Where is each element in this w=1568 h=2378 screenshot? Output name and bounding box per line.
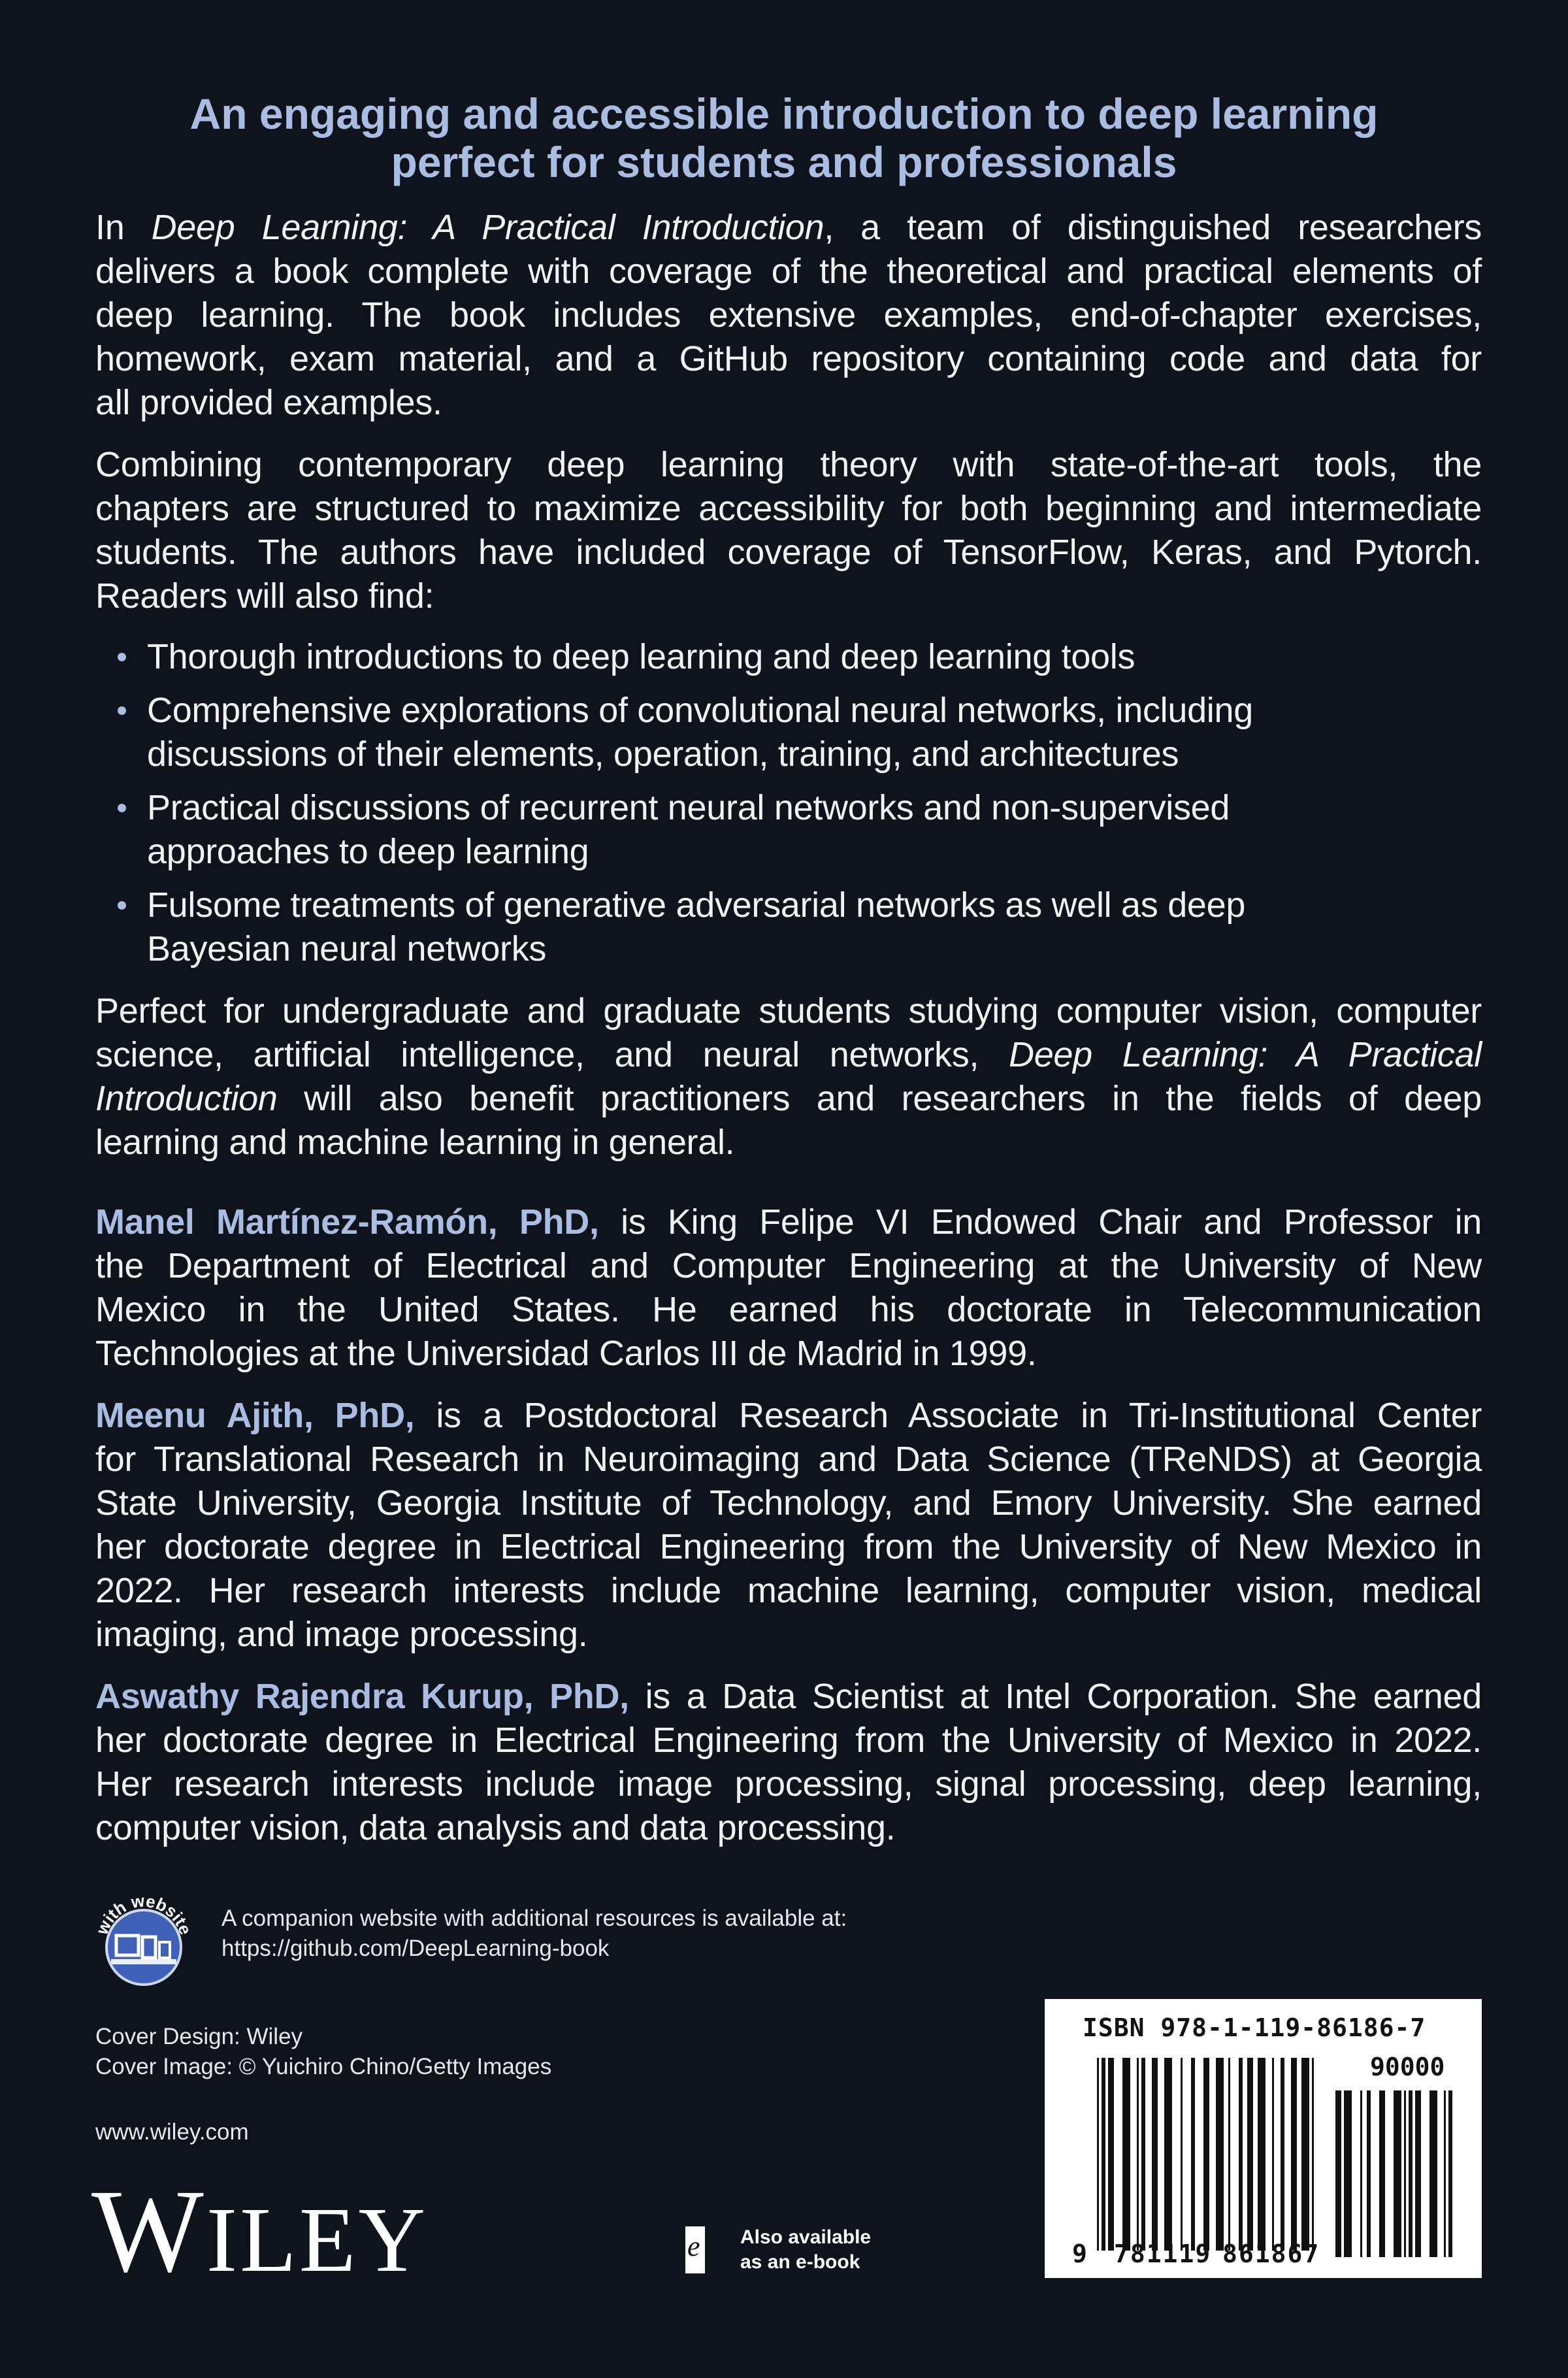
barcode-bar [1367,2090,1371,2257]
barcode-bar [1272,2058,1274,2251]
barcode-bar [1141,2058,1145,2251]
bullet-icon [118,901,126,910]
text-line: Practical discussions of recurrent neural networks and non-supervised [147,788,1230,827]
text-line [95,337,1482,381]
text-line [95,1033,1482,1077]
barcode-bar [1203,2058,1209,2251]
barcode-bar [1191,2058,1195,2251]
text-line [95,1200,1482,1244]
bullet-icon [118,653,126,661]
text-segment: is a Data Scientist at Intel Corporation. She earned [629,1677,1482,1716]
text-segment: deep learning. The book includes extensive examples, end-of-chapter exercises, [95,295,1482,335]
text-segment: chapters are structured to maximize accessibility for both beginning and intermediate [95,489,1482,528]
text-line [95,381,1482,425]
barcode-bar [1312,2058,1314,2251]
isbn-barcode [1045,1999,1482,2278]
intro-paragraph [95,443,1482,618]
text-line [95,531,1482,574]
barcode-bar [1360,2090,1362,2257]
text-segment: Her research interests include image processing, signal processing, deep learning, [95,1764,1482,1804]
barcode-bar [1216,2058,1224,2251]
text-segment: computer vision, data analysis and data processing. [95,1808,896,1847]
text-segment: students. The authors have included coverage of TensorFlow, Keras, and Pytorch. [95,533,1482,572]
barcode-bar [1301,2058,1309,2251]
author-name: Meenu Ajith, PhD, [95,1396,415,1435]
text-line [95,1569,1482,1613]
barcode-bar [1108,2058,1114,2251]
with-website-badge-icon [91,1882,196,1993]
cover-credits [95,2022,551,2082]
text-segment: , a team of distinguished researchers [824,208,1482,247]
text-segment: all provided examples. [95,383,442,422]
barcode-bar [1097,2058,1099,2251]
price-code: 90000 [1370,2053,1445,2081]
barcode-bar [1258,2058,1266,2251]
barcode-bar [1335,2090,1341,2257]
author-bios [95,1200,1482,1850]
barcode-bar [1415,2090,1421,2257]
cover-heading [0,90,1568,186]
author-bio-paragraph [95,1200,1482,1376]
text-segment: science, artificial intelligence, and neural networks, [95,1035,1009,1074]
ebook-line-1: Also available [740,2226,872,2248]
badge-text: with website [91,1891,196,1938]
text-segment: Combining contemporary deep learning theory with state-of-the-art tools, the [95,445,1482,484]
closing-paragraph [95,989,1482,1164]
barcode-bar [1291,2058,1297,2251]
text-line: Bayesian neural networks [147,929,547,968]
barcode-bar [1152,2058,1158,2251]
text-segment: delivers a book complete with coverage of the theoretical and practical elements of [95,252,1482,291]
ebook-note [740,2225,871,2275]
heading-line-2: perfect for students and professionals [391,138,1177,186]
barcode-bar [1181,2058,1183,2251]
text-line [95,1288,1482,1332]
blurb-body [95,206,1482,1850]
text-segment: her doctorate degree in Electrical Engineering from the University of Mexico in 2022. [95,1721,1482,1760]
barcode-bar [1137,2058,1139,2251]
barcode-bar [1102,2058,1105,2251]
barcode-bar [1344,2090,1352,2257]
text-line [95,1332,1482,1376]
text-line: approaches to deep learning [147,832,589,871]
text-segment: In [95,208,152,247]
book-title: Introduction [95,1079,278,1118]
text-segment: the Department of Electrical and Computer Engineering at the University of New [95,1246,1482,1285]
text-line [95,1525,1482,1569]
text-line [95,1613,1482,1657]
barcode-bar [1281,2058,1284,2251]
text-line [95,1481,1482,1525]
text-line [95,1121,1482,1164]
barcode-digit-first: 9 [1072,2239,1087,2268]
text-segment: is a Postdoctoral Research Associate in Tri-Institutional Center [414,1396,1482,1435]
cover-design-credit: Cover Design: Wiley [95,2024,303,2049]
barcode-bar [1247,2058,1253,2251]
barcode-bar [1228,2058,1230,2251]
companion-website-note [221,1904,847,1964]
text-line [95,1806,1482,1850]
text-line: Comprehensive explorations of convolutional neural networks, including [147,691,1253,730]
text-line [95,989,1482,1033]
text-line [95,206,1482,250]
text-line: discussions of their elements, operation, training, and architectures [147,735,1179,774]
author-name: Manel Martínez-Ramón, PhD, [95,1202,599,1242]
intro-paragraph [95,206,1482,425]
text-line [95,1438,1482,1481]
bullet-icon [118,706,126,715]
text-segment: Technologies at the Universidad Carlos III de Madrid in 1999. [95,1334,1037,1373]
isbn-text: ISBN 978-1-119-86186-7 [1083,2013,1426,2042]
barcode-bars [1045,1999,1482,2278]
wiley-logo [91,2166,429,2302]
author-bio-paragraph [95,1675,1482,1850]
text-line [95,443,1482,487]
text-segment: learning and machine learning in general. [95,1123,735,1162]
text-segment: is King Felipe VI Endowed Chair and Professor in [598,1202,1482,1242]
barcode-bar [1164,2058,1172,2251]
feature-list [95,635,1482,971]
book-title: Deep Learning: A Practical [1009,1035,1482,1074]
barcode-bar [1409,2090,1413,2257]
closing-section [95,989,1482,1164]
text-line [95,1394,1482,1438]
text-segment: Perfect for undergraduate and graduate students studying computer vision, computer [95,991,1482,1031]
ebook-letter: e [687,2230,700,2262]
logo-initial: W [91,2166,206,2297]
text-segment: for Translational Research in Neuroimaging and Data Science (TReNDS) at Georgia [95,1440,1482,1479]
barcode-bar [1239,2058,1243,2251]
heading-line-1: An engaging and accessible introduction to deep learning [189,90,1379,138]
cover-image-credit: Cover Image: © Yuichiro Chino/Getty Images [95,2054,552,2079]
author-bio-paragraph [95,1394,1482,1657]
list-item [95,786,1482,874]
book-title: Deep Learning: A Practical Introduction [151,208,825,247]
list-item [95,883,1482,971]
barcode-bar [1394,2090,1401,2257]
text-line [95,1244,1482,1288]
intro-section [95,206,1482,618]
companion-text: A companion website with additional resources is available at: [221,1906,847,1931]
barcode-digits-group-2: 861867 [1222,2239,1320,2268]
logo-rest: ILEY [206,2188,429,2291]
publisher-website-link[interactable]: www.wiley.com [95,2119,249,2145]
barcode-bar [1448,2090,1452,2257]
text-line: Fulsome treatments of generative adversarial networks as well as deep [147,885,1246,925]
text-line: Thorough introductions to deep learning and deep learning tools [147,637,1135,676]
text-line [95,487,1482,531]
barcode-bar [1379,2090,1385,2257]
barcode-bar [1122,2058,1130,2251]
companion-url-link[interactable]: https://github.com/DeepLearning-book [221,1936,610,1961]
barcode-bar [1444,2090,1446,2257]
text-line [95,1719,1482,1762]
ebook-icon [685,2226,705,2273]
barcode-bar [1404,2090,1406,2257]
text-segment: homework, exam material, and a GitHub repository containing code and data for [95,339,1482,378]
text-segment: Readers will also find: [95,576,434,616]
text-segment: imaging, and image processing. [95,1615,588,1654]
bullet-icon [118,804,126,812]
text-line [95,1675,1482,1719]
text-line [95,1762,1482,1806]
author-name: Aswathy Rajendra Kurup, PhD, [95,1677,629,1716]
text-line [95,293,1482,337]
text-segment: 2022. Her research interests include machine learning, computer vision, medical [95,1571,1482,1610]
text-line [95,1077,1482,1121]
text-line [95,250,1482,293]
ebook-line-2: as an e-book [740,2251,860,2273]
text-segment: State University, Georgia Institute of Technology, and Emory University. She earned [95,1483,1482,1523]
list-item [95,635,1482,679]
text-segment: will also benefit practitioners and researchers in the fields of deep [277,1079,1482,1118]
barcode-digits-group-1: 781119 [1114,2239,1212,2268]
text-segment: Mexico in the United States. He earned his doctorate in Telecommunication [95,1290,1482,1329]
list-item [95,689,1482,776]
text-line [95,574,1482,618]
barcode-bar [1429,2090,1437,2257]
text-segment: her doctorate degree in Electrical Engineering from the University of New Mexico in [95,1527,1482,1566]
